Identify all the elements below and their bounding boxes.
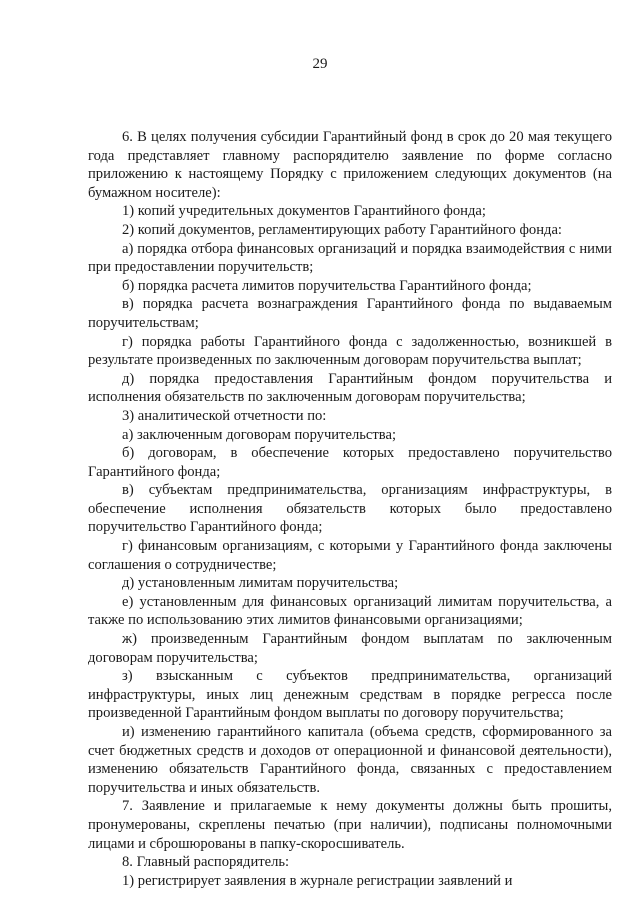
list-item-3zh: ж) произведенным Гарантийным фондом выплатам по заключенным договорам поручительства;	[88, 631, 612, 666]
list-item-1: 1) копий учредительных документов Гарантийного фонда;	[122, 203, 486, 220]
paragraph-7: 7. Заявление и прилагаемые к нему документы должны быть прошиты, пронумерованы, скреплены печатью (при наличии), подписаны полномочными лицами и сброшюрованы в папку-скоросшиватель.	[88, 798, 612, 852]
list-item-2: 2) копий документов, регламентирующих работу Гарантийного фонда:	[122, 221, 562, 238]
list-item-2v: в) порядка расчета вознаграждения Гарантийного фонда по выдаваемым поручительствам;	[88, 296, 612, 331]
list-item-2b: б) порядка расчета лимитов поручительства Гарантийного фонда;	[122, 277, 532, 294]
list-item-3d: д) установленным лимитам поручительства;	[122, 575, 399, 592]
list-item-3a: а) заключенным договорам поручительства;	[122, 426, 396, 443]
list-item-3z: з) взысканным с субъектов предпринимательства, организаций инфраструктуры, иных лиц денежным средствам в порядке регресса после произведенной Гарантийным фондом выплаты по договору поручительства;	[88, 668, 612, 722]
list-item-3i: и) изменению гарантийного капитала (объема средств, сформированного за счет бюджетных средств и доходов от операционной и финансовой деятельности), изменению обязательств Гарантийного фонда, связанных с предоставлением поручительства и иных обязательств.	[88, 724, 612, 796]
page-number: 29	[312, 56, 328, 72]
list-item-3b: б) договорам, в обеспечение которых предоставлено поручительство Гарантийного фонда;	[88, 445, 612, 480]
list-item-3g: г) финансовым организациям, с которыми у Гарантийного фонда заключены соглашения о сотрудничестве;	[88, 538, 612, 573]
list-item-2a: а) порядка отбора финансовых организаций и порядка взаимодействия с ними при предоставлении поручительств;	[88, 240, 612, 276]
list-item-3e: е) установленным для финансовых организаций лимитам поручительства, а также по использованию этих лимитов финансовыми организациями;	[88, 593, 612, 629]
list-item-2d: д) порядка предоставления Гарантийным фондом поручительства и исполнения обязательств по заключенным договорам поручительства;	[88, 370, 612, 406]
document-body	[88, 128, 612, 890]
list-item-3v: в) субъектам предпринимательства, организациям инфраструктуры, в обеспечение исполнения обязательств которых было предоставлено поручительство Гарантийного фонда;	[88, 482, 612, 536]
paragraph-6: 6. В целях получения субсидии Гарантийный фонд в срок до 20 мая текущего года представляет главному распорядителю заявление по форме согласно приложению к настоящему Порядку с приложением следующих документов (на бумажном носителе):	[88, 129, 612, 201]
paragraph-8: 8. Главный распорядитель:	[122, 854, 290, 871]
list-item-8-1: 1) регистрирует заявления в журнале регистрации заявлений и	[122, 872, 513, 889]
list-item-2g: г) порядка работы Гарантийного фонда с задолженностью, возникшей в результате произведенных по заключенным договорам поручительства выплат;	[88, 333, 612, 369]
list-item-3: 3) аналитической отчетности по:	[122, 407, 327, 424]
